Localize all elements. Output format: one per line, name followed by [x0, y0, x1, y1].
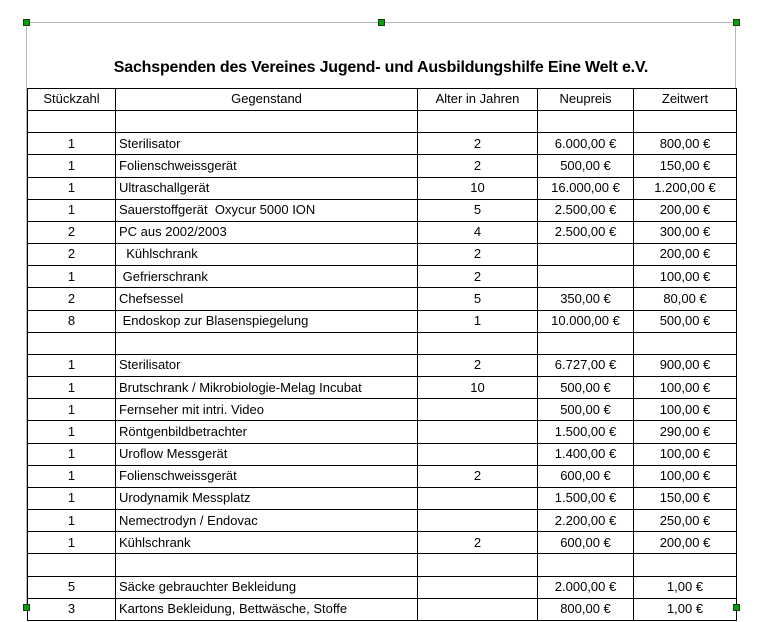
cell: 100,00 €	[634, 399, 737, 421]
cell	[538, 111, 634, 133]
cell	[418, 598, 538, 620]
cell: 300,00 €	[634, 221, 737, 243]
cell: 1	[28, 177, 116, 199]
cell: Kartons Bekleidung, Bettwäsche, Stoffe	[116, 598, 418, 620]
cell: Gefrierschrank	[116, 266, 418, 288]
cell: 3	[28, 598, 116, 620]
cell: 2.500,00 €	[538, 221, 634, 243]
header-alter: Alter in Jahren	[418, 89, 538, 111]
cell	[116, 111, 418, 133]
table-row	[28, 155, 737, 177]
resize-handle-top-left-icon[interactable]	[23, 19, 30, 26]
table-row	[28, 399, 737, 421]
cell: 200,00 €	[634, 532, 737, 554]
cell	[116, 332, 418, 354]
cell	[28, 554, 116, 576]
cell: 2	[418, 266, 538, 288]
cell: 1,00 €	[634, 576, 737, 598]
cell: 500,00 €	[634, 310, 737, 332]
cell	[28, 111, 116, 133]
cell	[418, 111, 538, 133]
cell: Brutschrank / Mikrobiologie-Melag Incubat	[116, 377, 418, 399]
table-row	[28, 221, 737, 243]
cell: 600,00 €	[538, 532, 634, 554]
cell: 10.000,00 €	[538, 310, 634, 332]
resize-handle-bottom-right-icon[interactable]	[733, 604, 740, 611]
cell: 10	[418, 177, 538, 199]
cell: Sterilisator	[116, 354, 418, 376]
cell: 500,00 €	[538, 377, 634, 399]
table-row	[28, 576, 737, 598]
cell: 100,00 €	[634, 443, 737, 465]
header-zeitwert: Zeitwert	[634, 89, 737, 111]
donations-table[interactable]	[27, 88, 737, 621]
cell	[418, 399, 538, 421]
cell: 150,00 €	[634, 155, 737, 177]
table-row	[28, 598, 737, 620]
cell	[418, 332, 538, 354]
cell: 2	[418, 155, 538, 177]
cell	[28, 332, 116, 354]
cell: 5	[418, 199, 538, 221]
header-gegenstand: Gegenstand	[116, 89, 418, 111]
table-row	[28, 465, 737, 487]
cell: Sterilisator	[116, 133, 418, 155]
page-title: Sachspenden des Vereines Jugend- und Ausbildungshilfe Eine Welt e.V.	[113, 59, 649, 76]
cell: 5	[418, 288, 538, 310]
cell: 800,00 €	[538, 598, 634, 620]
table-body	[28, 111, 737, 621]
cell: 8	[28, 310, 116, 332]
cell: Kühlschrank	[116, 532, 418, 554]
cell: Chefsessel	[116, 288, 418, 310]
cell	[538, 332, 634, 354]
cell: 1	[28, 465, 116, 487]
cell: 2	[418, 354, 538, 376]
table-row	[28, 266, 737, 288]
cell: Röntgenbildbetrachter	[116, 421, 418, 443]
cell: 2.000,00 €	[538, 576, 634, 598]
cell: 2	[28, 221, 116, 243]
table-row	[28, 288, 737, 310]
cell	[116, 554, 418, 576]
cell	[634, 332, 737, 354]
table-row	[28, 377, 737, 399]
cell: 100,00 €	[634, 377, 737, 399]
cell: 2	[418, 532, 538, 554]
cell: Folienschweissgerät	[116, 155, 418, 177]
table-row	[28, 354, 737, 376]
cell: 1	[28, 421, 116, 443]
cell: 2.200,00 €	[538, 510, 634, 532]
cell: 1.400,00 €	[538, 443, 634, 465]
cell: 2	[418, 133, 538, 155]
cell: 2	[28, 244, 116, 266]
table-row	[28, 199, 737, 221]
table-row	[28, 532, 737, 554]
cell: 2	[418, 244, 538, 266]
table-row	[28, 443, 737, 465]
cell: Uroflow Messgerät	[116, 443, 418, 465]
cell: 100,00 €	[634, 465, 737, 487]
table-row	[28, 310, 737, 332]
cell: 1	[418, 310, 538, 332]
cell: 1,00 €	[634, 598, 737, 620]
cell: 5	[28, 576, 116, 598]
cell: 1	[28, 155, 116, 177]
cell	[418, 510, 538, 532]
cell: 1.200,00 €	[634, 177, 737, 199]
cell	[634, 111, 737, 133]
cell: 1	[28, 377, 116, 399]
cell: 150,00 €	[634, 487, 737, 509]
cell: 500,00 €	[538, 155, 634, 177]
cell: 1	[28, 266, 116, 288]
cell: 1.500,00 €	[538, 421, 634, 443]
cell: 4	[418, 221, 538, 243]
header-stueckzahl: Stückzahl	[28, 89, 116, 111]
table-header-row	[28, 89, 737, 111]
cell: 900,00 €	[634, 354, 737, 376]
cell: Ultraschallgerät	[116, 177, 418, 199]
cell: 16.000,00 €	[538, 177, 634, 199]
resize-handle-bottom-left-icon[interactable]	[23, 604, 30, 611]
cell: Folienschweissgerät	[116, 465, 418, 487]
table-row	[28, 421, 737, 443]
table-row	[28, 111, 737, 133]
cell: Endoskop zur Blasenspiegelung	[116, 310, 418, 332]
cell: 80,00 €	[634, 288, 737, 310]
table-row	[28, 177, 737, 199]
cell: 1	[28, 354, 116, 376]
cell	[538, 244, 634, 266]
cell: 200,00 €	[634, 244, 737, 266]
header-neupreis: Neupreis	[538, 89, 634, 111]
cell: 1	[28, 532, 116, 554]
cell: PC aus 2002/2003	[116, 221, 418, 243]
cell: Säcke gebrauchter Bekleidung	[116, 576, 418, 598]
cell	[418, 554, 538, 576]
cell: 250,00 €	[634, 510, 737, 532]
cell: Sauerstoffgerät Oxycur 5000 ION	[116, 199, 418, 221]
cell	[538, 266, 634, 288]
cell: 1.500,00 €	[538, 487, 634, 509]
cell: 10	[418, 377, 538, 399]
cell: Urodynamik Messplatz	[116, 487, 418, 509]
cell: 350,00 €	[538, 288, 634, 310]
cell: 600,00 €	[538, 465, 634, 487]
cell: 2	[418, 465, 538, 487]
cell: 800,00 €	[634, 133, 737, 155]
cell: 200,00 €	[634, 199, 737, 221]
cell: 500,00 €	[538, 399, 634, 421]
cell: 100,00 €	[634, 266, 737, 288]
cell: 1	[28, 199, 116, 221]
resize-handle-top-center-icon[interactable]	[378, 19, 385, 26]
table-row	[28, 133, 737, 155]
table-row	[28, 332, 737, 354]
cell	[634, 554, 737, 576]
cell: 1	[28, 510, 116, 532]
cell: 290,00 €	[634, 421, 737, 443]
cell: 2.500,00 €	[538, 199, 634, 221]
cell: 2	[28, 288, 116, 310]
table-row	[28, 487, 737, 509]
cell: Fernseher mit intri. Video	[116, 399, 418, 421]
table-row	[28, 554, 737, 576]
cell	[538, 554, 634, 576]
cell: 1	[28, 399, 116, 421]
cell	[418, 443, 538, 465]
cell: 6.000,00 €	[538, 133, 634, 155]
resize-handle-top-right-icon[interactable]	[733, 19, 740, 26]
cell	[418, 487, 538, 509]
cell	[418, 421, 538, 443]
cell: 1	[28, 133, 116, 155]
table-row	[28, 244, 737, 266]
cell: 1	[28, 443, 116, 465]
table-row	[28, 510, 737, 532]
cell: Kühlschrank	[116, 244, 418, 266]
cell: 6.727,00 €	[538, 354, 634, 376]
cell: 1	[28, 487, 116, 509]
cell	[418, 576, 538, 598]
cell: Nemectrodyn / Endovac	[116, 510, 418, 532]
